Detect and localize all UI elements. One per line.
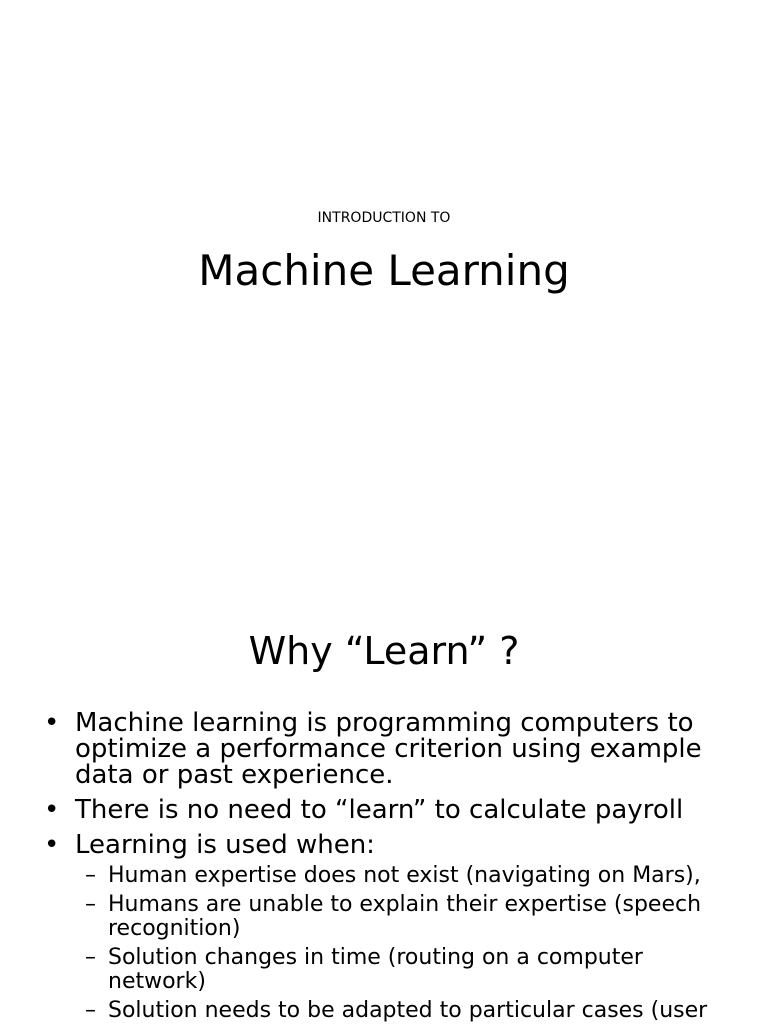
dash-icon: – <box>85 998 96 1023</box>
slide-heading: Why “Learn” ? <box>248 629 520 673</box>
bullet-text: Machine learning is programming computers to optimize a performance criterion using example data or past experience. <box>75 708 702 790</box>
bullet-text: There is no need to “learn” to calculate payroll <box>75 795 684 825</box>
bullet-icon: • <box>44 830 60 860</box>
bullet-list <box>0 710 768 1024</box>
bullet-text: Learning is used when: <box>75 830 375 860</box>
dash-icon: – <box>85 945 96 970</box>
bullet-icon: • <box>44 795 60 825</box>
sub-bullet-text: Solution changes in time (routing on a computer network) <box>108 945 643 994</box>
sub-bullet-list <box>75 864 728 1023</box>
sub-bullet-item <box>75 999 728 1023</box>
sub-bullet-item <box>75 864 728 888</box>
slide-kicker: INTRODUCTION TO <box>317 210 451 226</box>
why-learn-slide <box>0 576 768 1024</box>
sub-bullet-text: Solution needs to be adapted to particular cases (user <box>108 998 708 1023</box>
bullet-item <box>0 832 768 1023</box>
bullet-item <box>0 797 768 823</box>
bullet-item <box>0 710 768 788</box>
sub-bullet-text: Humans are unable to explain their expertise (speech recognition) <box>108 892 702 941</box>
bullet-icon: • <box>44 708 60 738</box>
slide-title: Machine Learning <box>198 246 570 295</box>
dash-icon: – <box>85 863 96 888</box>
sub-bullet-item <box>75 946 728 994</box>
sub-bullet-text: Human expertise does not exist (navigating on Mars), <box>108 863 701 888</box>
sub-bullet-item <box>75 893 728 941</box>
dash-icon: – <box>85 892 96 917</box>
